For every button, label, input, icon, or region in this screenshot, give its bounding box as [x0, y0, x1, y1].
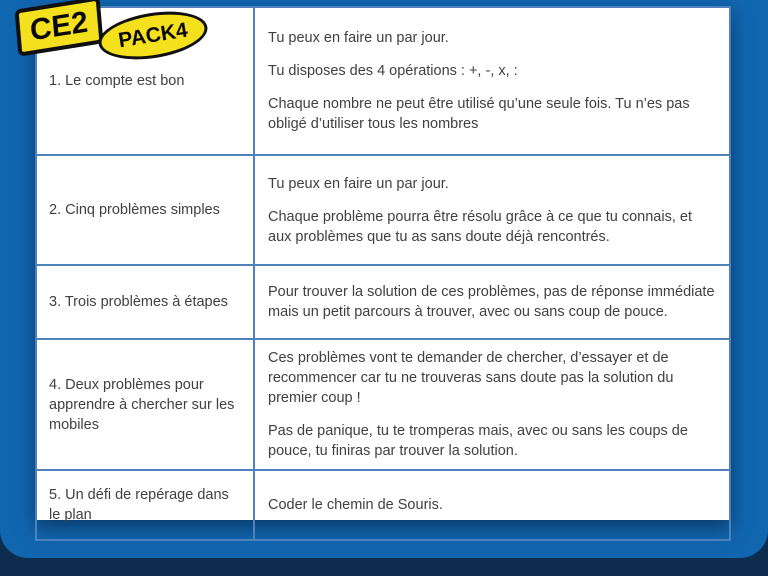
activity-title: 3. Trois problèmes à étapes [36, 265, 254, 339]
grade-level-badge: CE2 [14, 0, 103, 57]
document-page [35, 6, 731, 523]
description-paragraph: Coder le chemin de Souris. [268, 497, 443, 513]
activity-title: 5. Un défi de repérage dans le plan [36, 470, 254, 540]
description-paragraph: Chaque problème pourra être résolu grâce à ce que tu connais, et aux problèmes que tu as sans doute déjà rencontrés. [268, 208, 692, 245]
description-paragraph: Ces problèmes vont te demander de chercher, d’essayer et de recommencer car tu ne trouveras sans doute pas la solution du premier coup ! [268, 350, 674, 406]
activity-description [254, 155, 730, 265]
table-row [36, 265, 730, 339]
description-paragraph: Pas de panique, tu te tromperas mais, avec ou sans les coups de pouce, tu finiras par trouver la solution. [268, 423, 688, 459]
activity-title: 2. Cinq problèmes simples [36, 155, 254, 265]
activity-title: 1. Le compte est bon [36, 7, 254, 155]
activities-table [35, 6, 731, 541]
activity-description [254, 7, 730, 155]
activities-table-body [36, 7, 730, 540]
activity-description [254, 265, 730, 339]
table-row [36, 339, 730, 470]
activity-description [254, 339, 730, 470]
pack-number-badge: PACK4 [95, 5, 211, 67]
description-paragraph: Tu disposes des 4 opérations : +, -, x, : [268, 63, 518, 79]
description-paragraph: Pour trouver la solution de ces problèmes, pas de réponse immédiate mais un petit parcours à trouver, avec ou sans coup de pouce. [268, 284, 715, 320]
description-paragraph: Tu peux en faire un par jour. [268, 175, 449, 192]
activity-description [254, 470, 730, 540]
description-paragraph: Tu peux en faire un par jour. [268, 30, 449, 46]
table-row [36, 155, 730, 265]
activity-title: 4. Deux problèmes pour apprendre à chercher sur les mobiles [36, 339, 254, 470]
table-row [36, 470, 730, 540]
description-paragraph: Chaque nombre ne peut être utilisé qu’une seule fois. Tu n’es pas obligé d’utiliser tous les nombres [268, 96, 690, 132]
